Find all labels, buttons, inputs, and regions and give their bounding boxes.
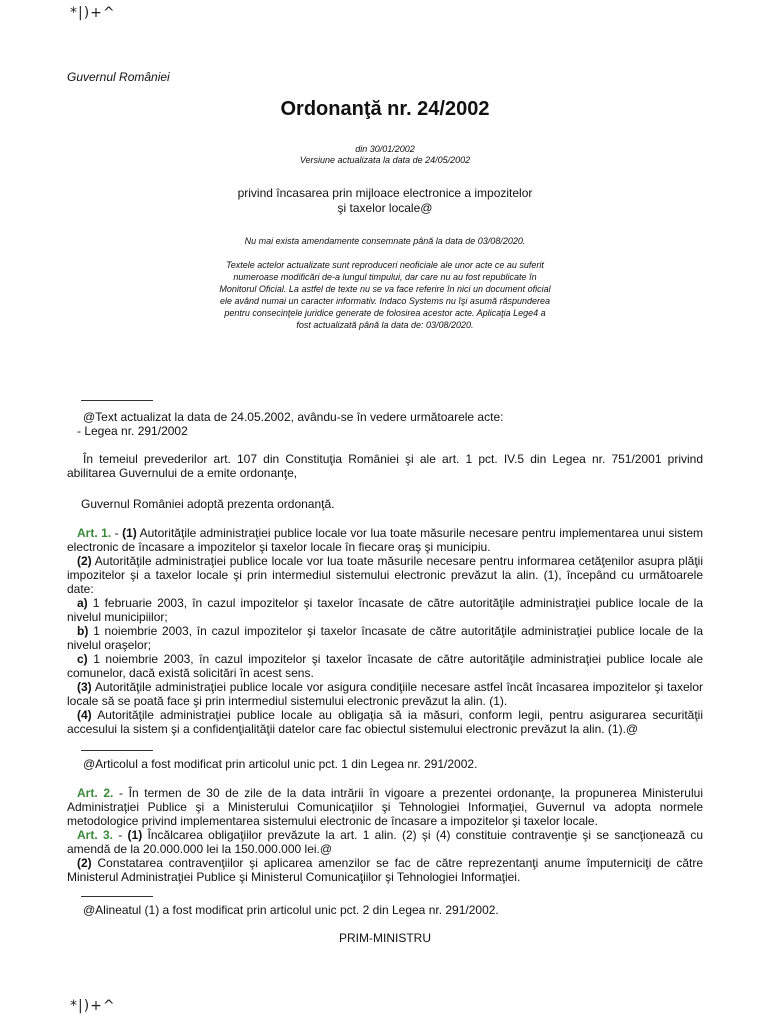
footer-logo: *|)+^	[70, 998, 116, 1014]
article-2-label: Art. 2.	[77, 786, 114, 800]
article-1-para-4: Autorităţile administraţiei publice locale au obligaţia să ia măsuri, conform legii, pentru asigurarea securităţii accesului la sistem şi a confidenţialităţii datelor care fac obiectul sistemului electronic prevăzut la alin. (1).@	[67, 708, 704, 736]
subject-line-1: privind încasarea prin mijloace electronice a impozitelor	[237, 186, 533, 200]
article-1-para-4-number: (4)	[77, 708, 92, 722]
update-note	[67, 410, 703, 438]
article-1-para-2-number: (2)	[77, 554, 92, 568]
adoption-statement: Guvernul României adoptă prezenta ordonanţă.	[81, 497, 335, 511]
document-subject	[67, 186, 703, 216]
article-1-letter-a: a)	[77, 596, 88, 610]
issuer-label: Guvernul României	[67, 70, 170, 84]
subject-line-2: şi taxelor locale@	[337, 201, 433, 215]
footnote-rule	[81, 400, 153, 401]
article-3-para-1: Încălcarea obligaţiilor prevăzute la art. 1 alin. (2) şi (4) constituie contravenţie şi se sancţionează cu amendă de la 20.000.000 lei la 150.000.000 lei.@	[67, 828, 704, 856]
signature-title: PRIM-MINISTRU	[339, 931, 431, 945]
article-1-item-a: 1 februarie 2003, în cazul impozitelor şi taxelor încasate de către autorităţile administraţiei publice locale de la nivelul municipiilor;	[67, 596, 703, 624]
article-1-note: @Articolul a fost modificat prin articolul unic pct. 1 din Legea nr. 291/2002.	[83, 757, 478, 771]
article-1-para-3: Autorităţile administraţiei publice locale vor asigura condiţiile necesare astfel încât încasarea impozitelor şi taxelor locale să se poată face şi prin intermediul sistemului electronic prevăzut la alin. (1).	[67, 680, 704, 708]
header-logo: *|)+^	[70, 5, 116, 21]
article-1-item-b: 1 noiembrie 2003, în cazul impozitelor şi taxelor încasate de către autorităţile administraţiei publice locale de la nivelul oraşelor;	[67, 624, 704, 652]
issue-date: din 30/01/2002	[355, 144, 415, 154]
article-1-label: Art. 1.	[77, 526, 112, 540]
article-3-para-2-number: (2)	[77, 856, 92, 870]
article-3-note: @Alineatul (1) a fost modificat prin articolul unic pct. 2 din Legea nr. 291/2002.	[83, 903, 499, 917]
article-1-para-3-number: (3)	[77, 680, 92, 694]
version-date: Versiune actualizata la data de 24/05/2002	[299, 155, 471, 165]
article-1-para-2: Autorităţile administraţiei publice locale vor lua toate măsurile necesare pentru informarea cetăţenilor asupra plăţii impozitelor şi a taxelor locale şi prin intermediul sistemului electronic prevăzut la alin. (1), începând cu următoarele date:	[67, 554, 703, 596]
footnote-rule	[81, 750, 153, 751]
article-1: Art. 1. - (1) Autorităţile administraţiei publice locale vor lua toate măsurile necesare pentru implementarea unui sistem electronic de încasare a impozitelor şi taxelor locale în fiecare oraş şi municipiu. (2) Autorităţile administraţiei publice locale vor lua toate măsurile necesare pentru informarea cetăţenilor asupra plăţii impozitelor şi a taxelor locale şi prin intermediul sistemului electronic prevăzut la alin. (1), începând cu următoarele date: a) 1 februarie 2003, în cazul impozitelor şi taxelor încasate de către autorităţile administraţiei publice locale de la nivelul municipiilor; b) 1 noiembrie 2003, în cazul impozitelor şi taxelor încasate de către autorităţile administraţiei publice locale de la nivelul oraşelor; c) 1 noiembrie 2003, în cazul impozitelor şi taxelor încasate de către autorităţile administraţiei publice locale ale comunelor, dacă există solicitări în acest sens. (3) Autorităţile administraţiei publice locale vor asigura condiţiile necesare astfel încât încasarea impozitelor şi taxelor locale să se poată face şi prin intermediul sistemului electronic prevăzut la alin. (1). (4) Autorităţile administraţiei publice locale au obligaţia să ia măsuri, conform legii, pentru asigurarea securităţii accesului la sistem şi a confidenţialităţii datelor care fac obiectul sistemului electronic prevăzut la alin. (1).@	[67, 526, 704, 736]
update-note-line: @Text actualizat la data de 24.05.2002, avându-se în vedere următoarele acte:	[83, 410, 504, 424]
amendments-notice: Nu mai exista amendamente consemnate până la data de 03/08/2020.	[244, 236, 526, 246]
article-1-letter-c: c)	[77, 652, 88, 666]
article-2	[67, 786, 703, 828]
article-3: Art. 3. - (1) Încălcarea obligaţiilor prevăzute la art. 1 alin. (2) şi (4) constituie contravenţie şi se sancţionează cu amendă de la 20.000.000 lei la 150.000.000 lei.@ (2) Constatarea contravenţiilor şi aplicarea amenzilor se fac de către reprezentanţi anume împuterniciţi de către Ministerul Administraţiei Publice şi Ministerul Comunicaţiilor şi Tehnologiei Informaţiei.	[67, 828, 704, 884]
preamble: În temeiul prevederilor art. 107 din Constituţia României şi ale art. 1 pct. IV.5 din Legea nr. 751/2001 privind abilitarea Guvernului de a emite ordonanţe,	[67, 452, 703, 480]
article-2-text: - În termen de 30 de zile de la data intrării în vigoare a prezentei ordonanţe, la propunerea Ministerului Administraţiei Publice şi a Ministerului Comunicaţiilor şi Tehnologiei Informaţiei, Guvernul va adopta normele metodologice privind implementarea sistemului electronic de încasare a impozitelor şi taxelor locale.	[67, 786, 703, 828]
article-3-label: Art. 3.	[77, 828, 113, 842]
article-1-para-1-number: (1)	[122, 526, 137, 540]
article-1-para-1: Autorităţile administraţiei publice locale vor lua toate măsurile necesare pentru implementarea unui sistem electronic de încasare a impozitelor şi taxelor locale în fiecare oraş şi municipiu.	[67, 526, 703, 554]
disclaimer-notice: Textele actelor actualizate sunt reproduceri neoficiale ale unor acte ce au suferit numeroase modificări de-a lungul timpului, dar care nu au fost republicate în Monitorul Oficial. La astfel de texte nu se va face referire în nici un document oficial ele având numai un caracter informativ. Indaco Systems nu îşi asumă răspunderea pentru consecinţele juridice generate de folosirea acestor acte. Aplicaţia Lege4 a fost actualizată până la data de: 03/08/2020.	[219, 260, 551, 330]
article-1-letter-b: b)	[77, 624, 89, 638]
article-1-item-c: 1 noiembrie 2003, în cazul impozitelor şi taxelor încasate de către autorităţile administraţiei publice locale ale comunelor, dacă există solicitări în acest sens.	[67, 652, 703, 680]
article-3-para-1-number: (1)	[127, 828, 143, 842]
update-note-act: - Legea nr. 291/2002	[77, 424, 188, 438]
footnote-rule	[81, 896, 153, 897]
article-3-para-2: Constatarea contravenţiilor şi aplicarea amenzilor se fac de către reprezentanţi anume împuterniciţi de către Ministerul Administraţiei Publice şi Ministerul Comunicaţiilor şi Tehnologiei Informaţiei.	[67, 856, 703, 884]
document-title: Ordonanţă nr. 24/2002	[280, 98, 490, 120]
